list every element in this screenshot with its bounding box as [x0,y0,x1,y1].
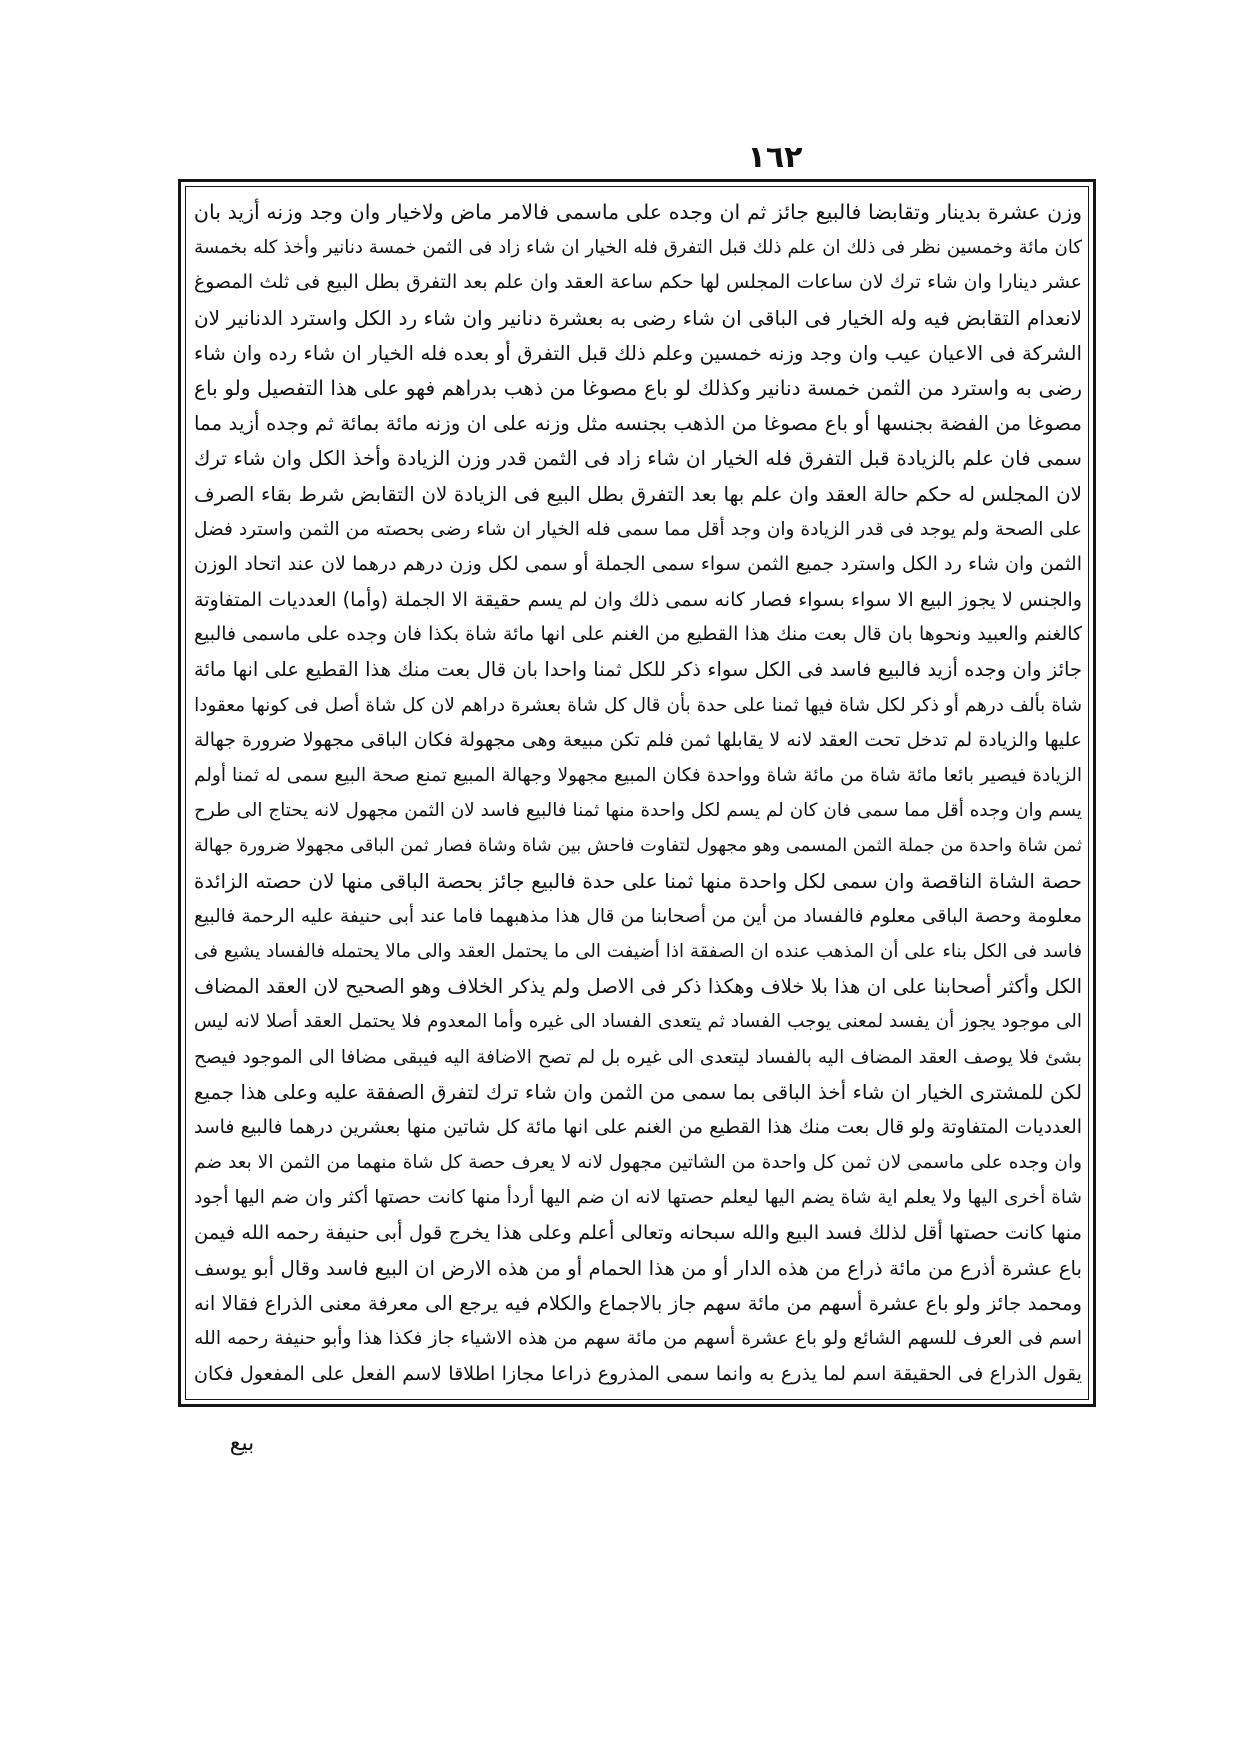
text-line-content: رضى به واسترد من الثمن خمسة دنانير وكذلك لو باع مصوغا من ذهب بدراهم فهو على هذا التفصيل ولو باع [193,375,1082,400]
text-line-content: يسم وان وجده أقل مما سمى فان كان لم يسم لكل واحدة منها ثمنا فالبيع فاسد لان الثمن مجهول لانه يحتاج الى طرح [194,800,1082,822]
main-text-block [193,195,1082,1391]
text-line-content: فاسد فى الكل بناء على أن المذهب عنده ان الصفقة اذا أضيفت الى ما يحتمل العقد والى مالا يحتمله فالفساد يشيع فى [194,940,1082,962]
text-line [193,899,1082,934]
text-line [193,1110,1082,1145]
text-line-content: سمى فان علم بالزيادة قبل التفرق فله الخيار ان شاء زاد فى الثمن قدر وزن الزيادة وأخذ الكل وان شاء ترك [194,447,1082,471]
text-line [193,934,1082,969]
text-line-content: حصة الشاة الناقصة وان سمى لكل واحدة منها ثمنا على حدة فالبيع جائز بحصة الباقى منها لان حصته الزائدة [193,868,1082,893]
text-line-content: جائز وان وجده أزيد فالبيع فاسد فى الكل سواء ذكر للكل ثمنا واحدا بان قال بعت منك هذا القطيع على انها مائة [194,658,1082,682]
text-line [193,547,1082,582]
text-line [193,688,1082,723]
text-line-content: العدديات المتفاوتة ولو قال بعت منك هذا القطيع من الغنم على انها مائة كل شاتين منها بعشرين درهما فالبيع فاسد [193,1115,1082,1138]
text-line [193,441,1082,476]
text-line [193,758,1082,793]
text-line [193,195,1082,230]
text-line-content: عشر دينارا وان شاء ترك لان ساعات المجلس لها حكم ساعة العقد وان علم بعد التفرق بطل البيع فى ثلث المصوغ [194,272,1082,294]
text-line-content: ثمن شاة واحدة من جملة الثمن المسمى وهو مجهول لتفاوت فاحش بين شاة وشاة فصار ثمن الباقى مجهولا ضرورة جهالة [193,836,1082,857]
text-line [193,969,1082,1004]
text-line-content: والجنس لا يجوز البيع الا سواء بسواء فصار كانه سمى ذلك وان لم يسم حقيقة الا الجملة (وأما) العدديات المتفاوتة [193,588,1082,612]
text-line-content: الثمن وان شاء رد الكل واسترد جميع الثمن سواء سمى الجملة أو سمى لكل وزن درهم درهما لان عند اتحاد الوزن [194,552,1082,575]
text-line [193,1004,1082,1039]
text-line [193,477,1082,512]
text-line-content: بشئ فلا يوصف العقد المضاف اليه بالفساد ليتعدى الى غيره بل لم تصح الاضافة اليه فيبقى مضافا الى الموجود فيصح [193,1046,1082,1068]
text-line-content: وزن عشرة بدينار وتقابضا فالبيع جائز ثم ان وجده على ماسمى فالامر ماض ولاخيار وان وجد وزنه أزيد بان [193,200,1082,224]
text-line [193,1145,1082,1180]
text-line-content: مصوغا من الفضة بجنسها أو باع مصوغا من الذهب بجنسه مثل وزنه على ان وزنه مائة بمائة ثم وجده أزيد مما [194,412,1082,436]
text-line [193,793,1082,828]
text-line-content: لكن للمشترى الخيار ان شاء أخذ الباقى بما سمى من الثمن وان شاء ترك لتفرق الصفقة عليه وعلى هذا جميع [193,1080,1082,1104]
text-line [193,1251,1082,1286]
text-line-content: عليها والزيادة لم تدخل تحت العقد لانه لا يقابلها ثمن فلم تكن مبيعة وهى مجهولة فكان الباقى مجهولا ضرورة جهالة [193,728,1082,751]
text-line-content: الشركة فى الاعيان عيب وان وجد وزنه خمسين وعلم ذلك قبل التفرق أو بعده فله الخيار ان شاء رده وان شاء [194,341,1082,365]
text-line-content: وان وجده على ماسمى لان ثمن كل واحدة من الشاتين مجهول لانه لا يعرف حصة كل شاة منهما من الثمن الا بعد ضم [194,1152,1082,1174]
text-line-content: شاة بألف درهم أو ذكر لكل شاة فيها ثمنا على حدة بأن قال كل شاة بعشرة دراهم لان كل شاة أصل فى كونها معقودا [194,694,1082,716]
text-line [193,371,1082,406]
text-line [193,582,1082,617]
text-line-content: لان المجلس له حكم حالة العقد وان علم بها بعد التفرق بطل البيع فى الزيادة لان التقابض شرط بقاء الصرف [193,482,1082,506]
text-line-content: منها كانت حصتها أقل لذلك فسد البيع والله سبحانه وتعالى أعلم وعلى هذا يخرج قول أبى حنيفة رحمه الله فيمن [193,1221,1082,1245]
text-line [193,1180,1082,1215]
text-line-content: شاة أخرى اليها ولا يعلم اية شاة يضم اليها ليعلم حصتها لانه ان ضم اليها أردأ منها كانت حصتها أكثر وان ضم اليها أجود [194,1187,1082,1209]
text-line [193,1321,1082,1356]
text-line [193,1075,1082,1110]
text-line-content: الكل وأكثر أصحابنا على ان هذا بلا خلاف وهكذا ذكر فى الاصل ولم يذكر الخلاف وهو الصحيح لان العقد المضاف [193,975,1082,999]
page-number: ١٦٢ [747,140,803,175]
text-line [193,406,1082,441]
text-line-content: معلومة وحصة الباقى معلوم فالفساد من أين من أصحابنا من قال هذا مذهبهما فاما عند أبى حنيفة عليه الرحمة فالبيع [193,905,1082,927]
text-line-content: لانعدام التقابض فيه وله الخيار فى الباقى ان شاء رضى به بعشرة دنانير وان شاء رد الكل واسترد الدنانير لان [193,305,1082,330]
catchword: بيع [229,1431,255,1456]
text-line [193,1356,1082,1391]
text-line [193,617,1082,652]
text-line [193,1215,1082,1250]
text-line-content: كالغنم والعبيد ونحوها بان قال بعت منك هذا القطيع من الغنم على انها مائة شاة بكذا فان وجده على ماسمى فالبيع [194,623,1082,646]
text-line-content: ومحمد جائز ولو باع عشرة أسهم من مائة سهم جاز بالاجماع والكلام فيه يرجع الى معرفة معنى الذراع فقالا انه [193,1291,1082,1315]
text-line [193,1040,1082,1075]
text-line-content: على الصحة ولم يوجد فى قدر الزيادة وان وجد أقل مما سمى فله الخيار ان شاء رضى بحصته من الثمن واسترد فضل [194,518,1082,540]
text-line-content: الزيادة فيصير بائعا مائة شاة من مائة شاة وواحدة فكان المبيع مجهولا وجهالة المبيع تمنع صحة البيع سمى له ثمنا أولم [194,765,1082,786]
text-line-content: الى موجود يجوز أن يفسد لمعنى يوجب الفساد ثم يتعدى الفساد الى غيره وأما المعدوم فلا يحتمل العقد أصلا لانه ليس [194,1011,1082,1033]
text-line [193,864,1082,899]
text-line [193,230,1082,265]
text-line [193,301,1082,336]
text-line [193,336,1082,371]
text-line-content: كان مائة وخمسين نظر فى ذلك ان علم ذلك قبل التفرق فله الخيار ان شاء زاد فى الثمن خمسة دنانير وأخذ كله بخمسة [194,237,1082,259]
text-line [193,652,1082,687]
text-line [193,723,1082,758]
text-line [193,265,1082,300]
text-line [193,512,1082,547]
text-line [193,1286,1082,1321]
text-line-content: باع عشرة أذرع من مائة ذراع من هذه الدار أو من هذا الحمام أو من هذه الارض ان البيع فاسد وقال أبو يوسف [194,1256,1082,1280]
text-line-content: اسم فى العرف للسهم الشائع ولو باع عشرة أسهم من مائة سهم من هذه الاشياء جاز فكذا هذا وأبو حنيفة رحمه الله [194,1328,1082,1349]
text-line [193,828,1082,863]
text-line-content: يقول الذراع فى الحقيقة اسم لما يذرع به وانما سمى المذروع ذراعا مجازا اطلاقا لاسم الفعل على المفعول فكان [193,1362,1082,1386]
